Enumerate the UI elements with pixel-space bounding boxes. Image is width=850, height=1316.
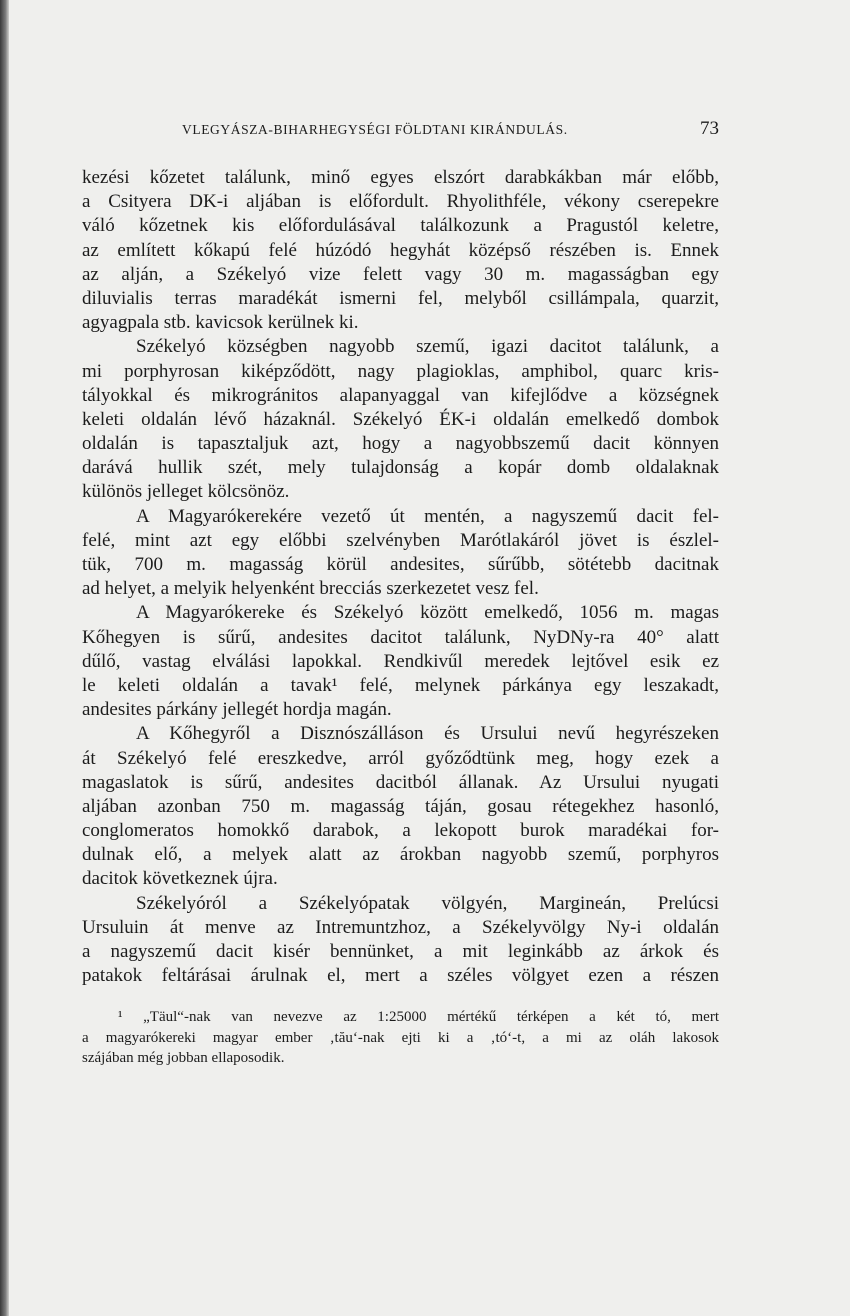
text-line: a Csityera DK-i aljában is előfordult. Rhyolithféle, vékony cserepekre [82, 191, 719, 213]
text-line: dacitok következnek újra. [82, 868, 278, 890]
text-line: dűlő, vastag elválási lapokkal. Rendkivűl meredek lejtővel esik ez [82, 650, 719, 672]
text-line: ad helyet, a melyik helyenként brecciás szerkezetet vesz fel. [82, 578, 539, 600]
text-line: Székelyóról a Székelyópatak völgyén, Margineán, Prelúcsi [136, 892, 719, 914]
book-page [82, 116, 719, 1069]
text-line: váló kőzetnek kis előfordulásával találkozunk a Pragustól keletre, [82, 215, 719, 237]
text-line: oldalán is tapasztaljuk azt, hogy a nagyobbszemű dacit könnyen [82, 433, 719, 455]
text-line: le keleti oldalán a tavak¹ felé, melynek párkánya egy leszakadt, [82, 674, 719, 696]
footnote-line: ¹ „Täul“-nak van nevezve az 1:25000 mértékű térképen a két tó, mert [118, 1009, 719, 1026]
text-line: tályokkal és mikrogránitos alapanyaggal van kifejlődve a községnek [82, 384, 719, 406]
footnote-line: a magyarókereki magyar ember ‚tău‘-nak ejti ki a ‚tó‘-t, a mi az oláh lakosok [82, 1029, 719, 1046]
page-number: 73 [700, 118, 719, 139]
body-text [82, 166, 719, 988]
footnote-line: szájában még jobban ellaposodik. [82, 1050, 285, 1067]
text-line: mi porphyrosan kiképződött, nagy plagioklas, amphibol, quarc kris- [82, 360, 719, 382]
text-line: különös jelleget kölcsönöz. [82, 481, 290, 503]
book-spine-shadow [0, 0, 9, 1316]
text-line: magaslatok is sűrű, andesites dacitból állanak. Az Ursului nyugati [82, 771, 719, 793]
text-line: patakok feltárásai árulnak el, mert a széles völgyet ezen a részen [82, 965, 719, 987]
text-line: A Magyarókereke és Székelyó között emelkedő, 1056 m. magas [136, 602, 719, 624]
text-line: diluvialis terras maradékát ismerni fel, melyből csillámpala, quarzit, [82, 287, 719, 309]
text-line: a nagyszemű dacit kisér bennünket, a mit leginkább az árkok és [82, 941, 719, 962]
text-line: át Székelyó felé ereszkedve, arról győződtünk meg, hogy ezek a [82, 747, 719, 769]
text-line: keleti oldalán lévő házaknál. Székelyó ÉK-i oldalán emelkedő dombok [82, 408, 719, 430]
running-title: VLEGYÁSZA-BIHARHEGYSÉGI FÖLDTANI KIRÁNDULÁS. [182, 122, 568, 137]
text-line: Ursuluin át menve az Intremuntzhoz, a Székelyvölgy Ny-i oldalán [82, 916, 719, 938]
text-line: agyagpala stb. kavicsok kerülnek ki. [82, 312, 359, 334]
text-line: dulnak elő, a melyek alatt az árokban nagyobb szemű, porphyros [82, 844, 719, 866]
text-line: az alján, a Székelyó vize felett vagy 30 m. magasságban egy [82, 263, 719, 285]
text-line: kezési kőzetet találunk, minő egyes elszórt darabkákban már előbb, [82, 167, 719, 188]
text-line: conglomeratos homokkő darabok, a lekopott burok maradékai for- [82, 820, 719, 842]
text-line: aljában azonban 750 m. magasság táján, gosau rétegekhez hasonló, [82, 795, 719, 817]
text-line: darává hullik szét, mely tulajdonság a kopár domb oldalaknak [82, 457, 719, 479]
text-line: tük, 700 m. magasság körül andesites, sűrűbb, sötétebb dacitnak [82, 554, 719, 575]
text-line: az említett kőkapú felé húzódó hegyhát középső részében is. Ennek [82, 239, 719, 261]
text-line: andesites párkány jellegét hordja magán. [82, 699, 392, 721]
footnotes [82, 1007, 719, 1069]
running-header [82, 116, 719, 146]
text-line: A Kőhegyről a Disznószálláson és Ursului nevű hegyrészeken [136, 723, 719, 745]
text-line: Székelyó községben nagyobb szemű, igazi dacitot találunk, a [136, 336, 719, 358]
text-line: felé, mint azt egy előbbi szelvényben Marótlakáról jövet is észlel- [82, 529, 719, 551]
text-line: A Magyarókerekére vezető út mentén, a nagyszemű dacit fel- [136, 505, 719, 527]
text-line: Kőhegyen is sűrű, andesites dacitot találunk, NyDNy-ra 40° alatt [82, 626, 719, 648]
